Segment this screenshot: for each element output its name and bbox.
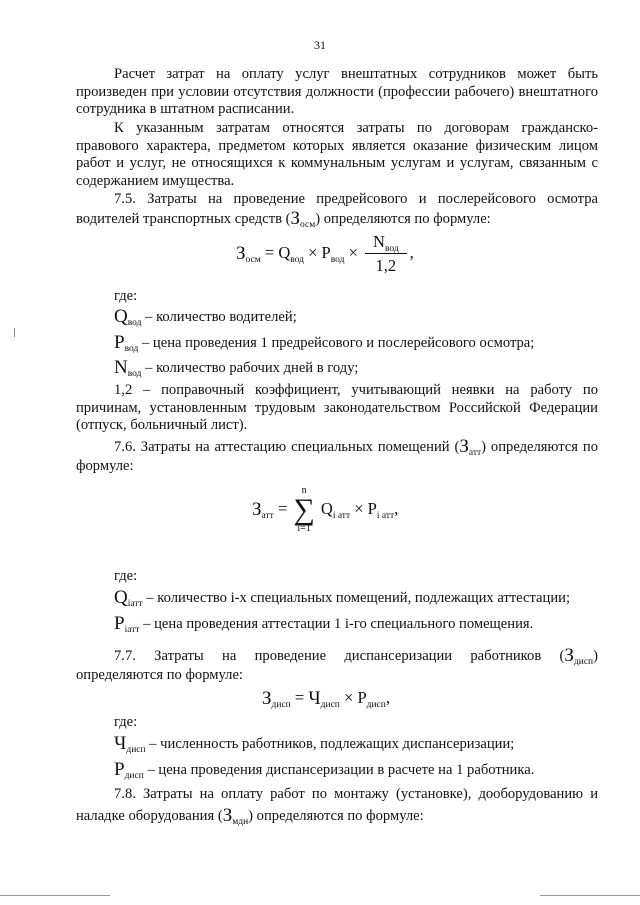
definition-p-att: $P_{iатт}$ – цена проведения аттестации 1 i-го специального помещения. xyxy=(114,613,534,635)
where-label: где: xyxy=(114,288,138,304)
paragraph-civil-contracts: К указанным затратам относятся затраты по договорам гражданско-правового характера, предметом которых является оказание физическим лицом работ и услуг, не относящихся к коммунальным услугам и услугам, связанным с содержанием имущества. xyxy=(76,120,598,189)
page-number: 31 xyxy=(314,38,326,52)
paragraph-outsourced-staff: Расчет затрат на оплату услуг внештатных сотрудников может быть произведен при условии отсутствия должности (профессии рабочего) внештатного сотрудника в штатном расписании. xyxy=(76,66,598,118)
definition-q-att: $Q_{iатт}$ – количество i-х специальных помещений, подлежащих аттестации; xyxy=(114,587,571,609)
fraction: $\frac{N_{вод}}{1,2}$ xyxy=(365,232,407,276)
symbol-z: З xyxy=(290,208,301,229)
scan-bottom-line xyxy=(540,895,640,896)
scan-bottom-line xyxy=(0,895,110,896)
section-7-5-intro: 7.5. Затраты на проведение предрейсового и послерейсового осмотра водителей транспортных средств $(З_{осм})$ определяются по формуле: xyxy=(76,191,598,230)
definition-p-vod: $P_{вод}$ – цена проведения 1 предрейсового и послерейсового осмотра; xyxy=(114,332,535,354)
where-label: где: xyxy=(114,714,138,730)
formula-z-att: $З_{атт}$ = n ∑ i=1 $Q_{i атт} \times P_{i атт}$, xyxy=(252,485,399,534)
formula-z-osm: $З_{осм} = Q_{вод} \times P_{вод}$ × $\frac{N_{вод}}{1,2}$ , xyxy=(236,232,414,275)
scan-margin-mark xyxy=(14,328,15,337)
section-7-6-intro: 7.6. Затраты на аттестацию специальных помещений $(З_{атт})$ определяются по формуле: xyxy=(76,436,598,474)
coefficient-description: 1,2 – поправочный коэффициент, учитывающий неявки на работу по причинам, установленным трудовым законодательством Российской Федерации (отпуск, больничный лист). xyxy=(76,382,598,434)
section-7-7-intro: 7.7. Затраты на проведение диспансеризации работников $(З_{дисп})$ определяются по формуле: xyxy=(76,645,598,683)
section-7-8-intro: 7.8. Затраты на оплату работ по монтажу (установке), дооборудованию и наладке оборудования $(З_{мдн})$ определяются по формуле: xyxy=(76,786,598,827)
formula-z-disp: $З_{дисп} = Ч_{дисп} \times P_{дисп}$, xyxy=(262,688,390,710)
where-label: где: xyxy=(114,568,138,584)
definition-q-vod: $Q_{вод}$ – количество водителей; xyxy=(114,306,297,328)
definition-p-disp: $P_{дисп}$ – цена проведения диспансеризации в расчете на 1 работника. xyxy=(114,759,535,781)
definition-n-vod: $N_{вод}$ – количество рабочих дней в году; xyxy=(114,357,359,379)
definition-ch-disp: $Ч_{дисп}$ – численность работников, подлежащих диспансеризации; xyxy=(114,733,515,755)
summation-sign: n ∑ i=1 xyxy=(293,485,315,534)
